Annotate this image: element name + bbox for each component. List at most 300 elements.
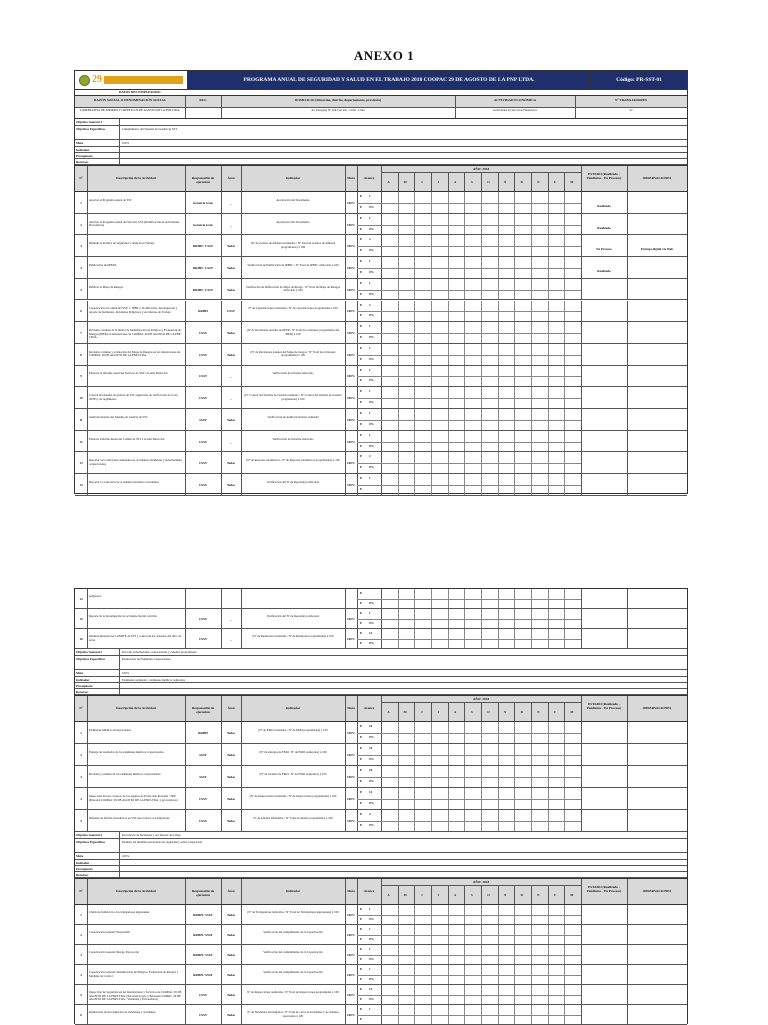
- row-number: 1: [80, 200, 82, 205]
- activity-row: [75, 387, 687, 409]
- plan-label: P: [360, 432, 362, 437]
- row-goal: 100%: [347, 819, 355, 823]
- month-header: A: [454, 180, 457, 184]
- row-indicator: (Nº de Revisiones anuales del Mapa de riesgos / Nº Total de revisiones programadas) x 100: [250, 349, 336, 358]
- row-col-divider: [345, 589, 346, 608]
- plan-label: P: [360, 724, 362, 728]
- objective-divider: [119, 119, 120, 125]
- row-goal: 100%: [347, 775, 355, 779]
- row-col-divider: [241, 744, 242, 765]
- month-divider: [398, 885, 399, 904]
- month-header: M: [570, 710, 574, 714]
- row-description: Reportar la ocurrencia de accidentes mortales e incidentes: [89, 479, 159, 484]
- row-col-divider: [627, 609, 628, 628]
- row-area: Todas: [226, 461, 236, 466]
- row-col-divider: [627, 985, 628, 1004]
- row-col-divider: [87, 722, 88, 743]
- row-col-divider: [581, 985, 582, 1004]
- plan-label: P: [360, 1007, 362, 1011]
- employer-value-cell: COOPERATIVA DE AHORRO Y CRÉDITO 29 DE AGOSTO DE LA PNP LTDA.: [79, 108, 181, 112]
- activity-row: [75, 609, 687, 629]
- header-cell: Avance: [363, 889, 375, 893]
- month-header: F: [554, 893, 557, 897]
- activity-row: [75, 301, 687, 323]
- row-col-divider: [241, 766, 242, 787]
- row-number: 4: [80, 973, 82, 977]
- row-col-divider: [241, 257, 242, 278]
- employer-header-cell: RUC: [199, 98, 207, 102]
- occupational-health-table-body: [75, 722, 687, 832]
- objective-label: Recursos: [76, 873, 89, 877]
- row-description: Capacitación General: Ergonomía: [89, 930, 130, 934]
- row-responsible: Gerencia Gral.: [192, 222, 214, 227]
- exec-label: E: [360, 291, 363, 296]
- row-observations: Entrega digital vía Web: [640, 247, 674, 252]
- row-responsible: RRHH / CSST: [192, 287, 213, 292]
- plan-label: P: [360, 907, 362, 911]
- objective-row: [75, 126, 687, 140]
- row-number: 1: [80, 731, 82, 735]
- row-area: Todas: [226, 287, 236, 292]
- row-col-divider: [87, 629, 88, 648]
- row-area: _: [230, 617, 232, 621]
- month-divider: [514, 702, 515, 721]
- activity-row: [75, 431, 687, 453]
- row-col-divider: [581, 214, 582, 235]
- row-col-divider: [241, 925, 242, 944]
- activity-row: [75, 766, 687, 788]
- row-col-divider: [241, 788, 242, 809]
- row-col-divider: [627, 322, 628, 343]
- exec-label: E: [360, 621, 363, 625]
- row-indicator: Verificación del Nº de Reporte(s) elaborado: [266, 479, 320, 484]
- objective-divider: [119, 126, 120, 139]
- plan-label: P: [360, 194, 362, 198]
- row-col-divider: [241, 301, 242, 322]
- month-divider: [414, 172, 415, 191]
- plan-value: 2: [369, 302, 371, 307]
- row-col-divider: [87, 409, 88, 430]
- objective-label: Objetivo General 1: [76, 120, 103, 124]
- exec-label: E: [360, 204, 363, 209]
- objective-value: 100%: [122, 141, 129, 145]
- row-description: Difundir la Política de Seguridad y salud en el Trabajo: [89, 241, 155, 246]
- row-area: Todas: [226, 913, 236, 917]
- row-responsible: CSST: [199, 797, 207, 801]
- row-col-divider: [581, 589, 582, 608]
- row-goal: 100%: [347, 374, 355, 379]
- exec-label: E: [360, 335, 363, 340]
- row-col-divider: [581, 905, 582, 924]
- plan-exec-divider: [357, 290, 581, 291]
- row-col-divider: [581, 409, 582, 430]
- row-col-divider: [581, 431, 582, 452]
- activity-row: [75, 279, 687, 301]
- row-col-divider: [87, 344, 88, 365]
- month-divider: [431, 172, 432, 191]
- row-indicator: (Nº de Reportes estadísticos / Nº de Reportes estadísticos programados) x 100: [246, 458, 340, 463]
- plan-label: P: [360, 591, 362, 595]
- row-col-divider: [627, 925, 628, 944]
- row-responsible: CSST: [199, 819, 207, 823]
- objectives-block-1: [75, 119, 687, 165]
- activity-row: [75, 629, 687, 649]
- table-header-row: [75, 165, 687, 192]
- exec-value: 0%: [369, 378, 374, 383]
- month-header: E: [537, 180, 540, 184]
- objective-value: 100%: [122, 854, 129, 858]
- month-divider: [548, 172, 549, 191]
- objective-value: Realizar las medidas preventivas en seguridad y salud ocupacional: [122, 840, 202, 844]
- month-header: A: [387, 710, 390, 714]
- year-header: AÑO: 2018: [472, 167, 490, 171]
- row-area: Todas: [226, 993, 236, 997]
- row-col-divider: [87, 452, 88, 473]
- header-cell: Avance: [363, 176, 375, 180]
- program-sheet-page-1: [74, 70, 688, 494]
- plan-exec-divider: [357, 733, 581, 734]
- month-header: E: [537, 893, 540, 897]
- row-area: Todas: [226, 953, 236, 957]
- row-area: Todas: [226, 1013, 236, 1017]
- plan-exec-divider: [357, 619, 581, 620]
- plan-exec-divider: [357, 975, 581, 976]
- plan-value: 1: [369, 1007, 371, 1011]
- employer-value-cell: Av. Paraguay Nº 104 Cercado - Lima - Lima: [311, 108, 365, 112]
- plan-exec-divider: [357, 485, 581, 486]
- plan-label: P: [360, 367, 362, 372]
- row-col-divider: [627, 965, 628, 984]
- month-header: J: [421, 893, 423, 897]
- plan-label: P: [360, 324, 362, 329]
- plan-exec-divider: [357, 333, 581, 334]
- objective-value: Cumplimiento del Sistema de Gestión de SST: [122, 127, 178, 131]
- row-indicator: Verificación de Publicación de IPERC / Nº Total de IPERC elaborado x 100: [247, 262, 339, 267]
- row-responsible: CSST: [199, 331, 207, 336]
- row-goal: 100%: [347, 244, 355, 249]
- objective-divider: [119, 683, 120, 688]
- activities-table-header: [75, 695, 687, 722]
- row-col-divider: [627, 1005, 628, 1024]
- row-col-divider: [627, 629, 628, 648]
- row-col-divider: [241, 589, 242, 608]
- header-cell: Área: [227, 889, 235, 893]
- row-description: Aprobar el Programa Anual del Servicio SST (Planificación de Actividades Preventivas): [89, 219, 180, 228]
- year-header: AÑO: 2018: [472, 880, 490, 884]
- month-header: D: [520, 893, 523, 897]
- row-col-divider: [241, 905, 242, 924]
- row-indicator: Verificación del cumplimiento de la Capacitación: [263, 950, 323, 954]
- month-header: N: [504, 180, 507, 184]
- month-divider: [514, 172, 515, 191]
- objective-label: Presupuesto: [76, 684, 93, 688]
- month-divider: [464, 885, 465, 904]
- row-col-divider: [241, 279, 242, 300]
- exec-label: E: [360, 465, 363, 470]
- row-col-divider: [581, 279, 582, 300]
- row-description: Publicación del IPERC: [89, 262, 117, 267]
- objectives-block-2: [75, 649, 687, 695]
- annex-title: ANEXO 1: [353, 48, 415, 63]
- row-number: 10: [79, 396, 83, 401]
- plan-exec-divider: [357, 995, 581, 996]
- row-number: 3: [80, 775, 82, 779]
- objective-label: Presupuesto: [76, 154, 93, 158]
- row-description: Entrega de resultados de los exámenes médicos ocupacionales: [89, 750, 164, 754]
- employer-header-cell: Nº TRABAJADORES: [614, 98, 648, 102]
- activity-row: [75, 322, 687, 344]
- month-header: M: [403, 180, 407, 184]
- month-header: A: [387, 893, 390, 897]
- row-col-divider: [627, 744, 628, 765]
- row-col-divider: [87, 279, 88, 300]
- row-col-divider: [581, 257, 582, 278]
- plan-exec-divider: [357, 821, 581, 822]
- exec-label: E: [360, 801, 363, 805]
- activity-row: [75, 474, 687, 496]
- row-status: Realizado: [597, 268, 611, 273]
- exec-value: 0%: [369, 801, 374, 805]
- month-header: D: [520, 710, 523, 714]
- activity-row: [75, 945, 687, 965]
- exec-value: 0%: [369, 204, 374, 209]
- row-col-divider: [241, 322, 242, 343]
- activity-row: [75, 235, 687, 257]
- header-cell: Descripción de la Actividad: [116, 706, 156, 710]
- program-sheet-page-2: [74, 588, 688, 1024]
- row-area: Todas: [226, 331, 236, 336]
- row-col-divider: [627, 257, 628, 278]
- activity-row: [75, 214, 687, 236]
- row-description: Revisión continua y evaluación del Mapa de Riesgos en las instalaciones de COOPAC 29 DE AGOSTO DE LA PNP LTDA.: [89, 349, 181, 358]
- row-number: 15: [79, 617, 83, 621]
- header-cell: Responsable de ejecución: [191, 889, 215, 897]
- month-divider: [481, 702, 482, 721]
- month-divider: [564, 885, 565, 904]
- row-col-divider: [241, 366, 242, 387]
- exec-value: 0%: [369, 601, 374, 605]
- month-header: J: [421, 710, 423, 714]
- row-responsible: CSST: [199, 993, 207, 997]
- plan-label: P: [360, 411, 362, 415]
- header-cell: Nº: [79, 706, 83, 710]
- row-col-divider: [581, 1005, 582, 1024]
- row-description: Reportar las condiciones semanales de accidentes, incidentes y enfermedades ocupacionales: [89, 458, 182, 466]
- plan-exec-divider: [357, 1015, 581, 1016]
- plan-label: P: [360, 746, 362, 750]
- row-col-divider: [627, 366, 628, 387]
- row-goal: 100%: [347, 797, 355, 801]
- activity-row: [75, 409, 687, 431]
- objective-row: [75, 656, 687, 670]
- row-col-divider: [581, 387, 582, 408]
- plan-value: 1: [369, 476, 371, 481]
- exec-label: E: [360, 486, 363, 491]
- header-cell: Meta: [347, 176, 355, 180]
- plan-value: 2: [369, 454, 371, 459]
- row-indicator: Nº de Afiches difundidos / Nº Total de afiches programados x 100: [253, 816, 333, 820]
- plan-exec-divider: [357, 420, 581, 421]
- plan-exec-divider: [357, 915, 581, 916]
- header-cell: Indicador: [285, 889, 301, 893]
- row-goal: 100%: [347, 265, 355, 270]
- row-indicator: (Nº de Reuniones realizadas / Nº de Reuniones programadas) x 100: [252, 634, 334, 638]
- table-header-row: [75, 878, 687, 905]
- month-header: E: [537, 710, 540, 714]
- row-number: 4: [80, 265, 82, 270]
- row-col-divider: [581, 925, 582, 944]
- month-header: S: [470, 893, 473, 897]
- row-col-divider: [87, 366, 88, 387]
- row-area: Todas: [226, 244, 236, 249]
- month-divider: [564, 172, 565, 191]
- row-col-divider: [87, 985, 88, 1004]
- row-col-divider: [581, 965, 582, 984]
- activity-row: [75, 965, 687, 985]
- month-divider: [498, 172, 499, 191]
- objective-label: Objetivos Específicos: [76, 127, 105, 131]
- month-header: S: [470, 710, 473, 714]
- row-description: Reunión mensual del COMITÉ de SST y control de los acuerdos del libro de actas: [89, 634, 182, 642]
- objective-label: Objetivos Específicos: [76, 840, 105, 844]
- row-col-divider: [87, 905, 88, 924]
- row-number: 3: [80, 953, 82, 957]
- row-responsible: CSST: [199, 617, 207, 621]
- objective-value: Realización de Exámenes ocupacionales: [122, 657, 171, 661]
- row-col-divider: [627, 301, 628, 322]
- row-number: 5: [80, 993, 82, 997]
- row-col-divider: [241, 945, 242, 964]
- exec-label: E: [360, 957, 363, 961]
- month-divider: [531, 702, 532, 721]
- row-col-divider: [627, 722, 628, 743]
- row-goal: 100%: [347, 731, 355, 735]
- row-area: Todas: [226, 482, 236, 487]
- row-indicator: (Nº de Trabajadores inducidos / Nº Total de Trabajadores ingresantes) x 100: [247, 910, 339, 914]
- row-col-divider: [87, 965, 88, 984]
- exec-label: E: [360, 735, 363, 739]
- row-col-divider: [87, 766, 88, 787]
- objective-divider: [119, 649, 120, 655]
- row-number: 5: [80, 287, 82, 292]
- row-col-divider: [241, 965, 242, 984]
- exec-value: 0%: [369, 641, 374, 645]
- month-divider: [448, 885, 449, 904]
- row-description: peligrosos: [89, 594, 102, 598]
- activity-row: [75, 257, 687, 279]
- month-header: A: [387, 180, 390, 184]
- row-number: 14: [79, 482, 83, 487]
- row-col-divider: [87, 301, 88, 322]
- row-col-divider: [87, 192, 88, 213]
- exec-value: 0%: [369, 291, 374, 296]
- row-goal: 100%: [347, 200, 355, 205]
- objective-label: Recursos: [76, 160, 89, 164]
- month-header: M: [403, 893, 407, 897]
- row-number: 2: [80, 933, 82, 937]
- month-header: J: [437, 710, 440, 714]
- row-area: Todas: [226, 753, 236, 757]
- row-indicator: (Nº de Inspecciones realizadas / Nº de Inspecciones programadas) x 100: [249, 794, 337, 798]
- row-col-divider: [87, 431, 88, 452]
- month-divider: [414, 885, 415, 904]
- month-header: D: [520, 180, 523, 184]
- plan-label: P: [360, 987, 362, 991]
- activity-row: [75, 788, 687, 810]
- row-col-divider: [581, 192, 582, 213]
- exec-value: 0%: [369, 977, 374, 981]
- row-number: 2: [80, 753, 82, 757]
- row-description: Auditoría Interna del Sistema de Gestión de SST: [89, 414, 148, 419]
- month-divider: [464, 702, 465, 721]
- plan-exec-divider: [357, 463, 581, 464]
- activity-row: [75, 810, 687, 832]
- plan-label: P: [360, 237, 362, 242]
- row-col-divider: [221, 589, 222, 608]
- activity-row: [75, 452, 687, 474]
- objective-divider: [119, 159, 120, 164]
- month-divider: [481, 885, 482, 904]
- row-indicator: Verificación de Informe elaborado: [272, 436, 314, 441]
- row-col-divider: [581, 945, 582, 964]
- row-responsible: CSST: [199, 482, 207, 487]
- objective-label: Objetivos Específicos: [76, 657, 105, 661]
- month-divider: [398, 172, 399, 191]
- row-col-divider: [87, 1005, 88, 1024]
- row-description: Elaborar el informe anual del Servicio de SST a la Alta Dirección: [89, 371, 168, 376]
- month-header: J: [437, 180, 440, 184]
- row-col-divider: [241, 387, 242, 408]
- row-col-divider: [581, 609, 582, 628]
- row-col-divider: [627, 905, 628, 924]
- activity-row: [75, 589, 687, 609]
- row-description: Revisión y análisis de los exámenes médicos ocupacionales: [89, 772, 161, 776]
- row-col-divider: [87, 322, 88, 343]
- exec-label: E: [360, 356, 363, 361]
- exec-value: 0%: [369, 226, 374, 231]
- row-col-divider: [581, 301, 582, 322]
- exec-value: 0%: [369, 313, 374, 318]
- row-goal: 100%: [347, 287, 355, 292]
- row-area: Todas: [226, 352, 236, 357]
- row-indicator: (Nº de EMO realizados / Nº de EMO programados) x 100: [258, 728, 328, 732]
- row-col-divider: [627, 945, 628, 964]
- month-divider: [564, 702, 565, 721]
- row-status: Realizado: [597, 225, 611, 230]
- month-header: A: [454, 893, 457, 897]
- objective-label: Meta: [76, 854, 84, 858]
- row-col-divider: [87, 810, 88, 831]
- row-description: Inspección de Seguridad en las Instalaciones y Servicios de COOPAC 29 DE AGOSTO DE LA PNP LTDA. (Personal propio y Personal COOPAC 29 DE AGOSTO DE LA PNP LTDA., Visitantes y Proveedores): [89, 990, 182, 1002]
- month-divider: [498, 885, 499, 904]
- exec-label: E: [360, 917, 363, 921]
- row-col-divider: [627, 431, 628, 452]
- exec-label: E: [360, 779, 363, 783]
- objective-value: Exámenes realizados / exámenes médicos realizados: [122, 678, 186, 682]
- row-number: 7: [80, 331, 82, 336]
- row-col-divider: [627, 474, 628, 495]
- row-col-divider: [241, 722, 242, 743]
- row-description: Publicar el Mapa de Riesgos: [89, 284, 124, 289]
- row-number: 16: [79, 637, 83, 641]
- exec-value: 0%: [369, 421, 374, 426]
- plan-value: 2: [369, 237, 371, 242]
- row-goal: 100%: [347, 1013, 355, 1017]
- header-cell: Área: [227, 176, 235, 180]
- employer-table: [75, 96, 687, 119]
- row-col-divider: [87, 474, 88, 495]
- row-col-divider: [581, 344, 582, 365]
